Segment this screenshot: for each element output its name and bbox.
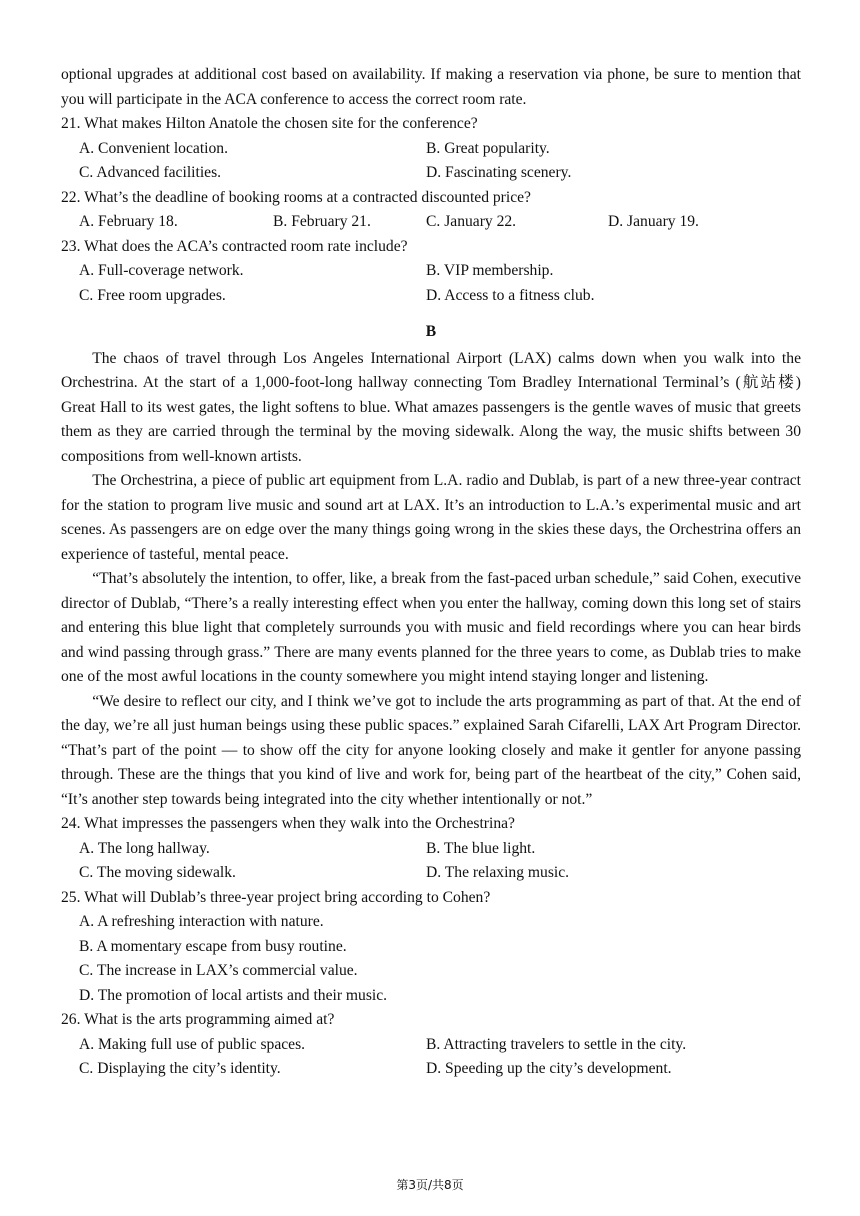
- question-25: [61, 886, 801, 1009]
- question-22-options: [61, 210, 801, 235]
- question-25-text: 25. What will Dublab’s three-year project bring according to Cohen?: [61, 888, 491, 906]
- page-number: 第3页/共8页: [396, 1178, 464, 1192]
- option-a: A. Full-coverage network.: [79, 262, 244, 279]
- option-d: D. The relaxing music.: [426, 864, 570, 881]
- question-26-options: [61, 1033, 801, 1082]
- question-24-options: [61, 837, 801, 886]
- question-26-text: 26. What is the arts programming aimed at?: [61, 1011, 335, 1028]
- question-22: [61, 186, 801, 235]
- question-26: [61, 1008, 801, 1082]
- option-c: C. Advanced facilities.: [79, 164, 222, 181]
- option-c: C. Free room upgrades.: [79, 286, 226, 304]
- option-d: D. The promotion of local artists and their music.: [79, 986, 388, 1004]
- question-24: [61, 812, 801, 886]
- passage-paragraph-3: “That’s absolutely the intention, to offer, like, a break from the fast-paced urban schedule,” said Cohen, executive director of Dublab, “There’s a really interesting effect when you enter the hallway, coming down this long set of stairs and entering this blue light that completely surrounds you with music and field recordings where you can hear birds and wind passing through grass.” There are many events planned for the three years to come, as Dublab tries to make one of the most awful locations in the county somewhere you might intend staying longer and listening.: [61, 570, 801, 685]
- passage-paragraph-1: The chaos of travel through Los Angeles International Airport (LAX) calms down when you walk into the Orchestrina. At the start of a 1,000-foot-long hallway connecting Tom Bradley International Terminal’s (航站楼) Great Hall to its west gates, the light softens to blue. What amazes passengers is the gentle waves of music that greets them as they are carried through the terminal by the moving sidewalk. Along the way, the music shifts between 30 compositions from well-known artists.: [61, 349, 801, 465]
- option-c: C. Displaying the city’s identity.: [79, 1060, 281, 1077]
- option-b: B. February 21.: [273, 213, 371, 230]
- passage-paragraph-4: “We desire to reflect our city, and I think we’ve got to include the arts programming as part of that. At the end of the day, we’re all just human beings using these public spaces.” explained Sarah Cifarelli, LAX Art Program Director. “That’s part of the point — to show off the city for anyone looking closely and make it gentler for anyone passing through. These are the things that you kind of live and work for, being part of the heartbeat of the city,” Cohen said, “It’s another step towards being integrated into the city whether intentionally or not.”: [61, 692, 801, 808]
- intro-paragraph: optional upgrades at additional cost based on availability. If making a reservation via phone, be sure to mention that you will participate in the ACA conference to access the correct room rate.: [61, 66, 801, 108]
- passage-b: [61, 347, 801, 813]
- question-23-options: [61, 259, 801, 308]
- option-b: B. The blue light.: [426, 839, 536, 857]
- option-c: C. January 22.: [426, 213, 517, 230]
- option-c: C. The increase in LAX’s commercial value.: [79, 962, 358, 979]
- passage-paragraph-2: The Orchestrina, a piece of public art equipment from L.A. radio and Dublab, is part of a new three-year contract for the station to program live music and sound art at LAX. It’s an introduction to L.A.’s experimental music and art scenes. As passengers are on edge over the many things going wrong in the skies these days, the Orchestrina offers an experience of tasteful, mental peace.: [61, 472, 801, 563]
- section-b-title: B: [425, 323, 437, 340]
- option-b: B. Attracting travelers to settle in the city.: [426, 1035, 687, 1053]
- question-23-text: 23. What does the ACA’s contracted room rate include?: [61, 237, 408, 255]
- question-24-text: 24. What impresses the passengers when they walk into the Orchestrina?: [61, 815, 515, 832]
- option-d: D. Access to a fitness club.: [426, 286, 595, 304]
- exam-page: [61, 63, 801, 1082]
- option-b: B. Great popularity.: [426, 139, 550, 157]
- question-22-text: 22. What’s the deadline of booking rooms at a contracted discounted price?: [61, 188, 531, 206]
- question-23: [61, 235, 801, 309]
- question-21-text: 21. What makes Hilton Anatole the chosen site for the conference?: [61, 115, 478, 132]
- option-d: D. Fascinating scenery.: [426, 164, 572, 181]
- option-c: C. The moving sidewalk.: [79, 864, 236, 881]
- option-a: A. The long hallway.: [79, 839, 210, 857]
- question-21: [61, 112, 801, 186]
- option-b: B. A momentary escape from busy routine.: [79, 937, 347, 955]
- option-a: A. Making full use of public spaces.: [79, 1035, 306, 1053]
- option-b: B. VIP membership.: [426, 262, 554, 279]
- option-a: A. February 18.: [79, 213, 178, 230]
- option-a: A. Convenient location.: [79, 139, 228, 157]
- question-21-options: [61, 137, 801, 186]
- option-d: D. Speeding up the city’s development.: [426, 1060, 672, 1077]
- option-a: A. A refreshing interaction with nature.: [79, 913, 324, 930]
- option-d: D. January 19.: [608, 213, 699, 230]
